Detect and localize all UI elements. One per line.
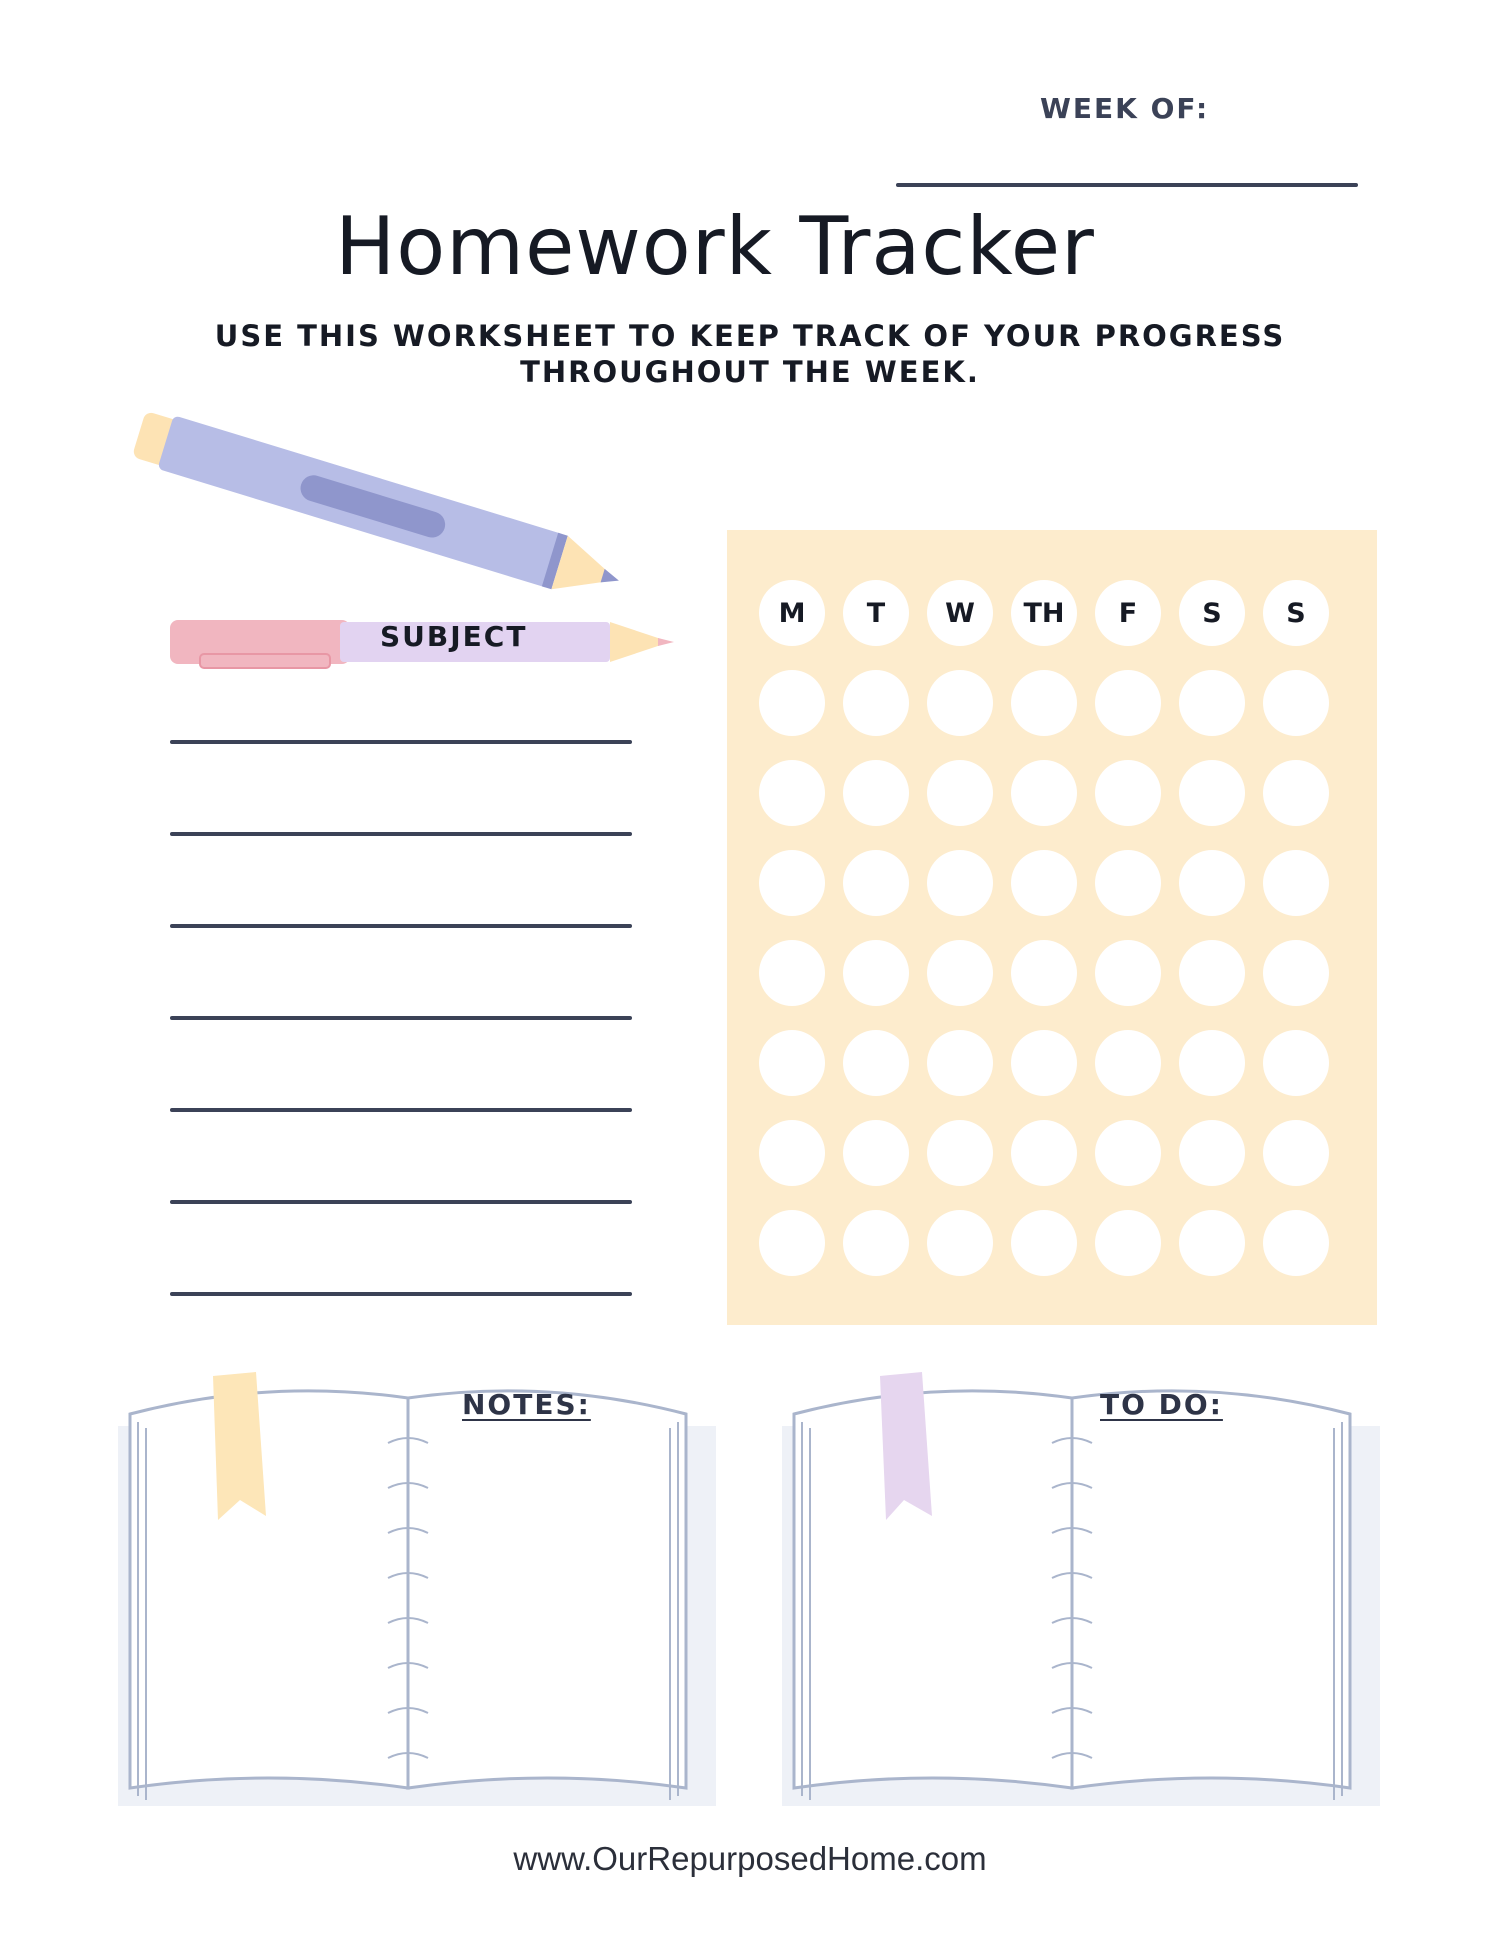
week-of-label: WEEK OF: bbox=[1040, 92, 1210, 125]
notes-book-icon bbox=[118, 1368, 718, 1828]
tracker-checkbox[interactable] bbox=[843, 1210, 909, 1276]
tracker-checkbox[interactable] bbox=[759, 1210, 825, 1276]
subject-line[interactable] bbox=[170, 740, 632, 744]
tracker-checkbox[interactable] bbox=[1263, 1120, 1329, 1186]
day-header-4: TH bbox=[1011, 580, 1077, 646]
tracker-checkbox[interactable] bbox=[843, 940, 909, 1006]
tracker-checkbox[interactable] bbox=[1179, 670, 1245, 736]
subtitle-line-2: THROUGHOUT THE WEEK. bbox=[520, 355, 980, 389]
tracker-checkbox[interactable] bbox=[1263, 1210, 1329, 1276]
tracker-checkbox[interactable] bbox=[1179, 1120, 1245, 1186]
tracker-checkbox[interactable] bbox=[927, 850, 993, 916]
subject-line[interactable] bbox=[170, 832, 632, 836]
tracker-checkbox[interactable] bbox=[759, 760, 825, 826]
tracker-checkbox[interactable] bbox=[1263, 760, 1329, 826]
tracker-checkbox[interactable] bbox=[759, 1120, 825, 1186]
tracker-checkbox[interactable] bbox=[843, 850, 909, 916]
day-header-5: F bbox=[1095, 580, 1161, 646]
day-header-6: S bbox=[1179, 580, 1245, 646]
tracker-checkbox[interactable] bbox=[1011, 850, 1077, 916]
subtitle-line-1: USE THIS WORKSHEET TO KEEP TRACK OF YOUR PROGRESS bbox=[214, 319, 1286, 353]
day-header-1: M bbox=[759, 580, 825, 646]
tracker-checkbox[interactable] bbox=[759, 850, 825, 916]
pencil-icon bbox=[120, 400, 640, 590]
tracker-checkbox[interactable] bbox=[1011, 670, 1077, 736]
tracker-checkbox[interactable] bbox=[843, 1120, 909, 1186]
tracker-checkbox[interactable] bbox=[1095, 1120, 1161, 1186]
subject-label: SUBJECT bbox=[380, 620, 528, 653]
tracker-checkbox[interactable] bbox=[1095, 1030, 1161, 1096]
subject-line[interactable] bbox=[170, 924, 632, 928]
tracker-checkbox[interactable] bbox=[1179, 850, 1245, 916]
subject-line[interactable] bbox=[170, 1200, 632, 1204]
tracker-checkbox[interactable] bbox=[1095, 670, 1161, 736]
tracker-checkbox[interactable] bbox=[1179, 760, 1245, 826]
tracker-checkbox[interactable] bbox=[843, 1030, 909, 1096]
todo-book-icon bbox=[782, 1368, 1382, 1828]
tracker-checkbox[interactable] bbox=[1263, 850, 1329, 916]
footer-url: www.OurRepurposedHome.com bbox=[513, 1840, 987, 1877]
tracker-checkbox[interactable] bbox=[927, 670, 993, 736]
tracker-checkbox[interactable] bbox=[1263, 1030, 1329, 1096]
tracker-checkbox[interactable] bbox=[1011, 760, 1077, 826]
tracker-checkbox[interactable] bbox=[843, 670, 909, 736]
tracker-checkbox[interactable] bbox=[759, 1030, 825, 1096]
subject-line[interactable] bbox=[170, 1108, 632, 1112]
subject-line[interactable] bbox=[170, 1016, 632, 1020]
tracker-checkbox[interactable] bbox=[1011, 1030, 1077, 1096]
tracker-checkbox[interactable] bbox=[1095, 760, 1161, 826]
tracker-checkbox[interactable] bbox=[927, 1030, 993, 1096]
tracker-checkbox[interactable] bbox=[1011, 940, 1077, 1006]
day-header-7: S bbox=[1263, 580, 1329, 646]
tracker-panel bbox=[727, 530, 1377, 1325]
todo-title: TO DO: bbox=[1100, 1388, 1223, 1421]
tracker-checkbox[interactable] bbox=[927, 760, 993, 826]
tracker-checkbox[interactable] bbox=[759, 670, 825, 736]
tracker-checkbox[interactable] bbox=[1263, 670, 1329, 736]
page-subtitle bbox=[200, 318, 1300, 390]
subject-line[interactable] bbox=[170, 1292, 632, 1296]
tracker-checkbox[interactable] bbox=[1095, 1210, 1161, 1276]
tracker-checkbox[interactable] bbox=[1095, 940, 1161, 1006]
page-title: Homework Tracker bbox=[335, 200, 1095, 293]
tracker-checkbox[interactable] bbox=[1095, 850, 1161, 916]
day-header-3: W bbox=[927, 580, 993, 646]
notes-title: NOTES: bbox=[462, 1388, 591, 1421]
tracker-checkbox[interactable] bbox=[1179, 1030, 1245, 1096]
tracker-checkbox[interactable] bbox=[1011, 1120, 1077, 1186]
week-of-line[interactable] bbox=[896, 183, 1358, 187]
tracker-checkbox[interactable] bbox=[927, 940, 993, 1006]
tracker-checkbox[interactable] bbox=[1179, 940, 1245, 1006]
tracker-checkbox[interactable] bbox=[927, 1210, 993, 1276]
day-header-2: T bbox=[843, 580, 909, 646]
tracker-checkbox[interactable] bbox=[1011, 1210, 1077, 1276]
tracker-checkbox[interactable] bbox=[843, 760, 909, 826]
tracker-checkbox[interactable] bbox=[1263, 940, 1329, 1006]
tracker-checkbox[interactable] bbox=[1179, 1210, 1245, 1276]
tracker-checkbox[interactable] bbox=[759, 940, 825, 1006]
tracker-checkbox[interactable] bbox=[927, 1120, 993, 1186]
